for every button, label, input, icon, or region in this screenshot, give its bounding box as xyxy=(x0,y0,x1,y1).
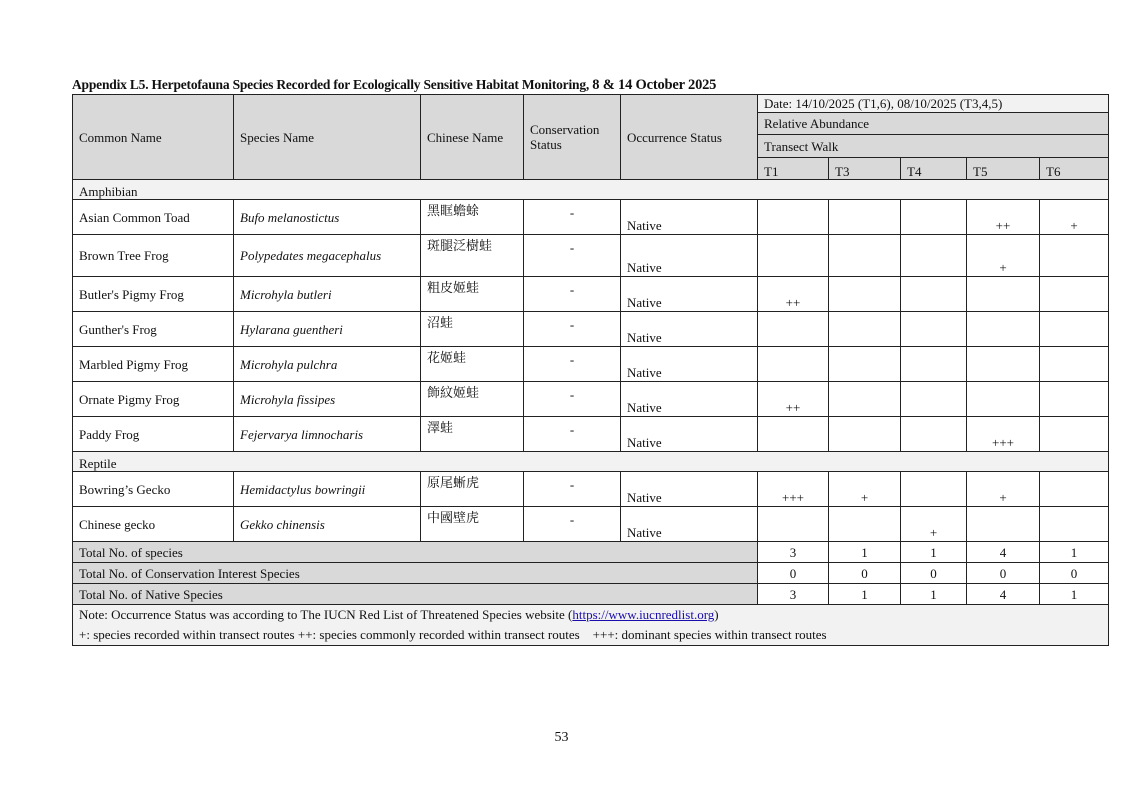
abundance-cell: +++ xyxy=(967,417,1040,452)
chinese-name-cell: 澤蛙 xyxy=(421,417,524,452)
conservation-status-cell: - xyxy=(524,277,621,312)
total-label: Total No. of species xyxy=(73,542,758,563)
total-value: 1 xyxy=(829,542,901,563)
species-row xyxy=(73,235,1109,277)
abundance-cell xyxy=(901,235,967,277)
common-name-cell: Asian Common Toad xyxy=(73,200,234,235)
abundance-cell xyxy=(829,347,901,382)
conservation-status-cell: - xyxy=(524,507,621,542)
abundance-cell xyxy=(1040,507,1109,542)
header-common-name: Common Name xyxy=(73,95,234,180)
abundance-cell xyxy=(901,472,967,507)
abundance-cell: + xyxy=(829,472,901,507)
species-name-cell: Bufo melanostictus xyxy=(234,200,421,235)
group-row xyxy=(73,180,1109,200)
common-name-cell: Chinese gecko xyxy=(73,507,234,542)
chinese-name-cell: 中國壁虎 xyxy=(421,507,524,542)
abundance-cell: ++ xyxy=(758,277,829,312)
common-name-cell: Gunther's Frog xyxy=(73,312,234,347)
total-label: Total No. of Conservation Interest Species xyxy=(73,563,758,584)
abundance-cell xyxy=(829,235,901,277)
occurrence-status-cell: Native xyxy=(621,382,758,417)
herpetofauna-table xyxy=(72,94,1109,646)
caption-date: 8 & 14 October 2025 xyxy=(592,77,717,93)
note-text-end: ) xyxy=(714,607,719,622)
total-value: 1 xyxy=(829,584,901,605)
chinese-name-cell: 飾紋姬蛙 xyxy=(421,382,524,417)
header-relative-abundance: Relative Abundance xyxy=(758,113,1109,135)
abundance-cell xyxy=(901,200,967,235)
total-value: 0 xyxy=(758,563,829,584)
header-t4: T4 xyxy=(901,158,967,180)
total-row xyxy=(73,542,1109,563)
occurrence-status-cell: Native xyxy=(621,235,758,277)
total-value: 4 xyxy=(967,584,1040,605)
species-name-cell: Fejervarya limnocharis xyxy=(234,417,421,452)
abundance-cell xyxy=(758,312,829,347)
abundance-cell xyxy=(829,507,901,542)
total-value: 1 xyxy=(1040,584,1109,605)
occurrence-status-cell: Native xyxy=(621,312,758,347)
common-name-cell: Ornate Pigmy Frog xyxy=(73,382,234,417)
conservation-status-cell: - xyxy=(524,200,621,235)
abundance-cell xyxy=(829,277,901,312)
occurrence-status-cell: Native xyxy=(621,507,758,542)
legend-text: +: species recorded within transect routes ++: species commonly recorded within transect routes xyxy=(79,627,580,642)
header-conservation-status: Conservation Status xyxy=(524,95,621,180)
abundance-cell: + xyxy=(901,507,967,542)
species-name-cell: Polypedates megacephalus xyxy=(234,235,421,277)
abundance-cell: ++ xyxy=(758,382,829,417)
header-t3: T3 xyxy=(829,158,901,180)
abundance-cell xyxy=(1040,382,1109,417)
chinese-name-cell: 花姬蛙 xyxy=(421,347,524,382)
abundance-cell xyxy=(967,507,1040,542)
abundance-cell xyxy=(967,277,1040,312)
chinese-name-cell: 原尾蜥虎 xyxy=(421,472,524,507)
occurrence-status-cell: Native xyxy=(621,472,758,507)
abundance-cell xyxy=(901,277,967,312)
abundance-cell xyxy=(758,347,829,382)
occurrence-status-cell: Native xyxy=(621,200,758,235)
species-name-cell: Microhyla fissipes xyxy=(234,382,421,417)
abundance-cell xyxy=(901,312,967,347)
group-label: Amphibian xyxy=(73,180,1109,200)
abundance-cell xyxy=(758,200,829,235)
group-row xyxy=(73,452,1109,472)
chinese-name-cell: 粗皮姬蛙 xyxy=(421,277,524,312)
species-name-cell: Microhyla pulchra xyxy=(234,347,421,382)
abundance-cell xyxy=(901,347,967,382)
conservation-status-cell: - xyxy=(524,472,621,507)
header-species-name: Species Name xyxy=(234,95,421,180)
total-value: 0 xyxy=(901,563,967,584)
total-value: 0 xyxy=(1040,563,1109,584)
note-text: Note: Occurrence Status was according to The IUCN Red List of Threatened Species website ( xyxy=(79,607,573,622)
total-row xyxy=(73,584,1109,605)
species-row xyxy=(73,347,1109,382)
abundance-cell: + xyxy=(1040,200,1109,235)
total-value: 0 xyxy=(967,563,1040,584)
common-name-cell: Marbled Pigmy Frog xyxy=(73,347,234,382)
total-value: 0 xyxy=(829,563,901,584)
species-row xyxy=(73,507,1109,542)
abundance-cell: + xyxy=(967,235,1040,277)
note-source xyxy=(79,605,1102,625)
abundance-cell xyxy=(1040,347,1109,382)
species-name-cell: Gekko chinensis xyxy=(234,507,421,542)
abundance-cell xyxy=(1040,277,1109,312)
note-cell xyxy=(73,605,1109,646)
total-value: 1 xyxy=(901,542,967,563)
abundance-cell xyxy=(1040,472,1109,507)
table-caption xyxy=(72,77,716,94)
abundance-cell xyxy=(829,417,901,452)
common-name-cell: Paddy Frog xyxy=(73,417,234,452)
abundance-cell xyxy=(758,235,829,277)
caption-prefix: Appendix L5. Herpetofauna Species Recorded for Ecologically Sensitive Habitat Monitoring, xyxy=(72,77,593,92)
species-row xyxy=(73,417,1109,452)
header-transect-walk: Transect Walk xyxy=(758,135,1109,158)
header-occurrence-status: Occurrence Status xyxy=(621,95,758,180)
occurrence-status-cell: Native xyxy=(621,347,758,382)
occurrence-status-cell: Native xyxy=(621,417,758,452)
abundance-cell xyxy=(901,417,967,452)
total-label: Total No. of Native Species xyxy=(73,584,758,605)
abundance-cell xyxy=(1040,235,1109,277)
header-chinese-name: Chinese Name xyxy=(421,95,524,180)
species-name-cell: Microhyla butleri xyxy=(234,277,421,312)
total-value: 1 xyxy=(901,584,967,605)
species-row xyxy=(73,472,1109,507)
species-row xyxy=(73,312,1109,347)
abundance-cell xyxy=(829,312,901,347)
common-name-cell: Butler's Pigmy Frog xyxy=(73,277,234,312)
group-label: Reptile xyxy=(73,452,1109,472)
species-row xyxy=(73,382,1109,417)
common-name-cell: Brown Tree Frog xyxy=(73,235,234,277)
total-row xyxy=(73,563,1109,584)
note-legend xyxy=(79,625,1102,645)
chinese-name-cell: 黑眶蟾蜍 xyxy=(421,200,524,235)
abundance-cell xyxy=(829,200,901,235)
page-number: 53 xyxy=(554,730,569,745)
species-name-cell: Hemidactylus bowringii xyxy=(234,472,421,507)
total-value: 3 xyxy=(758,542,829,563)
abundance-cell xyxy=(967,347,1040,382)
chinese-name-cell: 沼蛙 xyxy=(421,312,524,347)
chinese-name-cell: 斑腿泛樹蛙 xyxy=(421,235,524,277)
header-t1: T1 xyxy=(758,158,829,180)
abundance-cell xyxy=(758,417,829,452)
total-value: 4 xyxy=(967,542,1040,563)
occurrence-status-cell: Native xyxy=(621,277,758,312)
header-t6: T6 xyxy=(1040,158,1109,180)
abundance-cell xyxy=(1040,312,1109,347)
species-name-cell: Hylarana guentheri xyxy=(234,312,421,347)
abundance-cell xyxy=(967,382,1040,417)
conservation-status-cell: - xyxy=(524,382,621,417)
abundance-cell xyxy=(829,382,901,417)
header-t5: T5 xyxy=(967,158,1040,180)
conservation-status-cell: - xyxy=(524,417,621,452)
total-value: 3 xyxy=(758,584,829,605)
common-name-cell: Bowring’s Gecko xyxy=(73,472,234,507)
header-date: Date: 14/10/2025 (T1,6), 08/10/2025 (T3,4,5) xyxy=(758,95,1109,113)
total-value: 1 xyxy=(1040,542,1109,563)
abundance-cell: ++ xyxy=(967,200,1040,235)
species-row xyxy=(73,277,1109,312)
conservation-status-cell: - xyxy=(524,235,621,277)
abundance-cell xyxy=(1040,417,1109,452)
abundance-cell: +++ xyxy=(758,472,829,507)
iucn-link[interactable]: https://www.iucnredlist.org xyxy=(572,607,715,622)
note-row xyxy=(73,605,1109,646)
abundance-cell xyxy=(758,507,829,542)
conservation-status-cell: - xyxy=(524,347,621,382)
legend-text-dominant: +++: dominant species within transect routes xyxy=(592,627,827,642)
abundance-cell xyxy=(967,312,1040,347)
abundance-cell xyxy=(901,382,967,417)
conservation-status-cell: - xyxy=(524,312,621,347)
species-row xyxy=(73,200,1109,235)
abundance-cell: + xyxy=(967,472,1040,507)
